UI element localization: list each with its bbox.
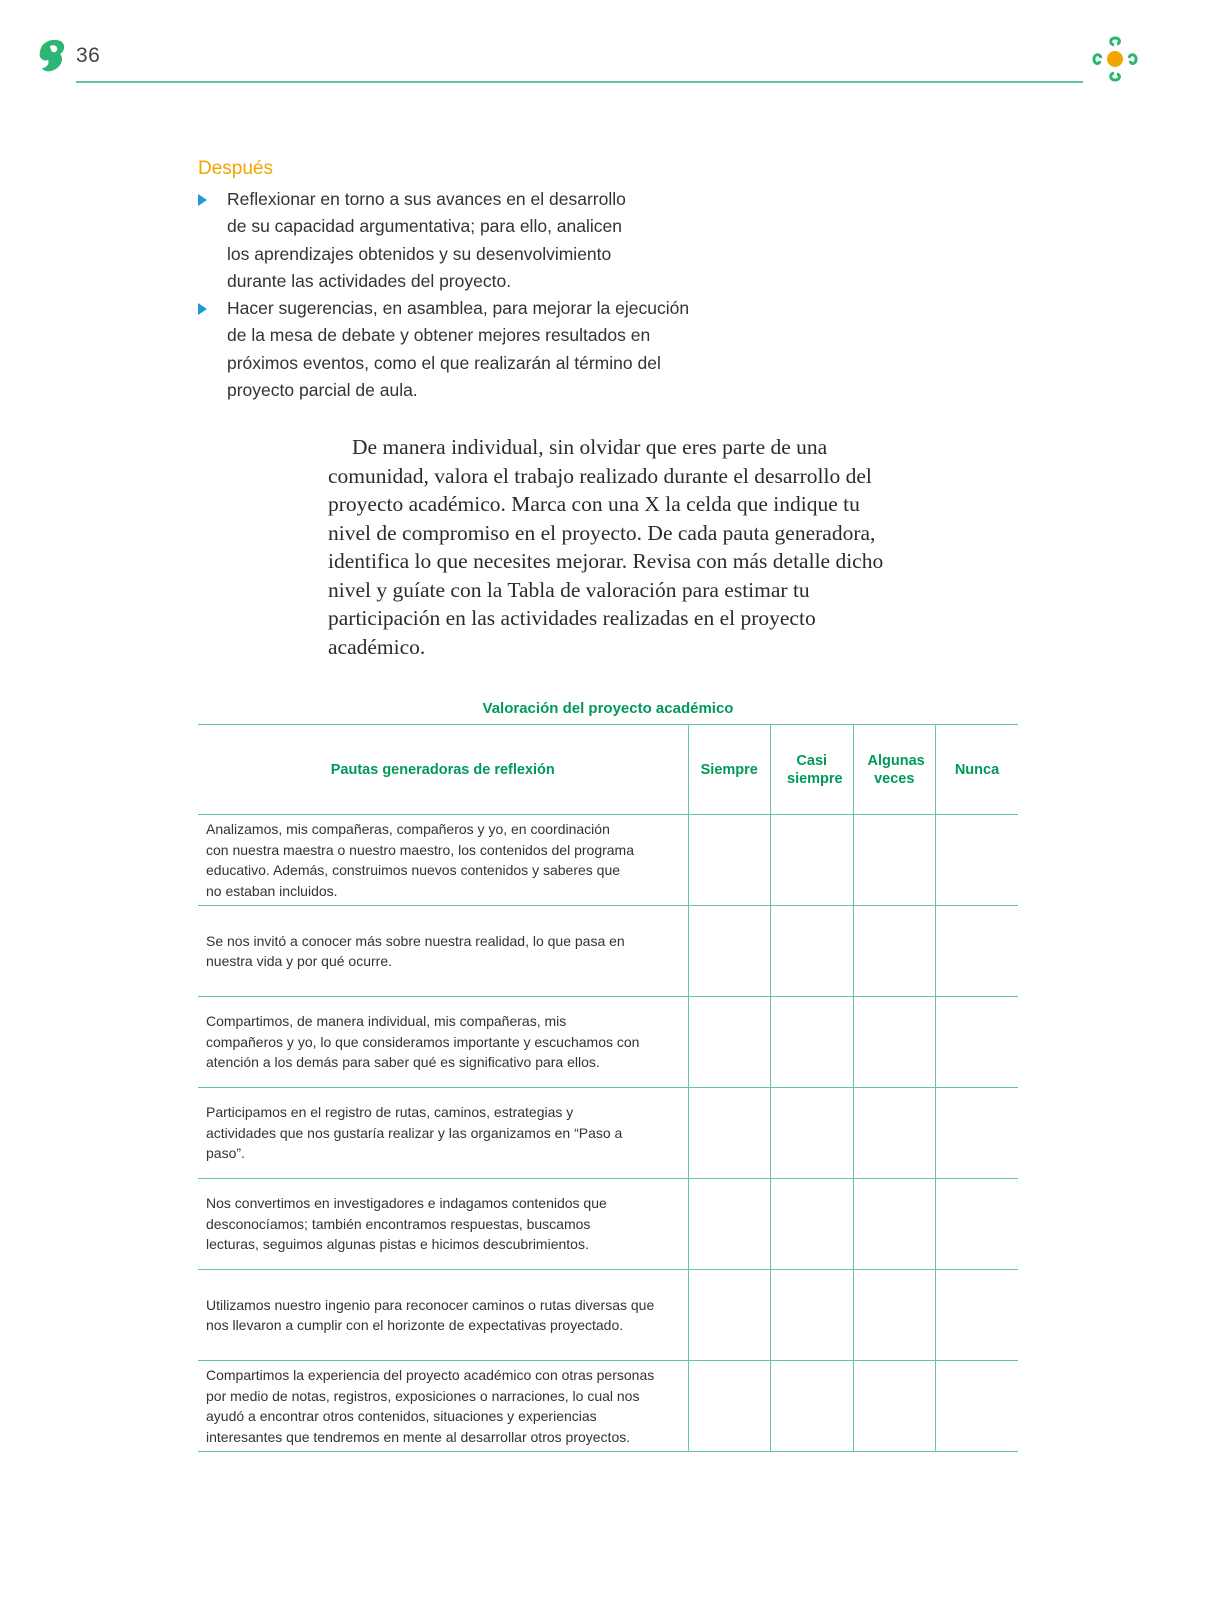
mark-cell-nunca[interactable] <box>936 1088 1019 1179</box>
page-number: 36 <box>76 44 101 67</box>
statement-cell <box>198 997 688 1088</box>
column-header-pautas: Pautas generadoras de reflexión <box>198 725 688 815</box>
mark-cell-nunca[interactable] <box>936 815 1019 906</box>
statement-text: Compartimos la experiencia del proyecto académico con otras personas por medio de notas, registros, exposiciones o narraciones, lo cual nos ayudó a encontrar otros contenidos, situaciones y experiencias interesantes que tendremos en mente al desarrollar otros proyectos. <box>206 1367 655 1445</box>
mark-cell-casi-siempre[interactable] <box>771 997 854 1088</box>
mark-cell-siempre[interactable] <box>688 1179 771 1270</box>
mark-cell-nunca[interactable] <box>936 906 1019 997</box>
instruction-paragraph: De manera individual, sin olvidar que eres parte de una comunidad, valora el trabajo realizado durante el desarrollo del proyecto académico. Marca con una X la celda que indique tu nivel de compromiso en el proyecto. De cada pauta generadora, identifica lo que necesites mejorar. Revisa con más detalle dicho nivel y guíate con la Tabla de valoración para estimar tu participación en las actividades realizadas en el proyecto académico. <box>328 435 884 659</box>
statement-text: Se nos invitó a conocer más sobre nuestra realidad, lo que pasa en nuestra vida y por qué ocurre. <box>206 932 625 969</box>
statement-cell <box>198 1088 688 1179</box>
mark-cell-algunas-veces[interactable] <box>853 906 936 997</box>
list-item-text: Reflexionar en torno a sus avances en el desarrollo de su capacidad argumentativa; para ello, analicen los aprendizajes obtenidos y su desenvolvimiento durante las actividades del proyecto. <box>227 189 626 291</box>
list-item <box>198 295 712 404</box>
table-title: Valoración del proyecto académico <box>482 700 734 717</box>
statement-cell <box>198 1361 688 1452</box>
table-row <box>198 1179 1018 1270</box>
table-row <box>198 1088 1018 1179</box>
statement-cell <box>198 1270 688 1361</box>
table-row <box>198 997 1018 1088</box>
statement-text: Compartimos, de manera individual, mis compañeras, mis compañeros y yo, lo que consideramos importante y escuchamos con atención a los demás para saber qué es significativo para ellos. <box>206 1013 640 1071</box>
mark-cell-nunca[interactable] <box>936 1361 1019 1452</box>
column-header-siempre: Siempre <box>688 725 771 815</box>
series-logo-icon <box>36 38 68 74</box>
column-header-casi-siempre: Casi siempre <box>771 725 854 815</box>
mark-cell-casi-siempre[interactable] <box>771 815 854 906</box>
mark-cell-casi-siempre[interactable] <box>771 1088 854 1179</box>
mark-cell-siempre[interactable] <box>688 1270 771 1361</box>
table-row <box>198 1361 1018 1452</box>
mark-cell-casi-siempre[interactable] <box>771 1361 854 1452</box>
flower-emblem-icon <box>1088 32 1142 86</box>
mark-cell-casi-siempre[interactable] <box>771 906 854 997</box>
mark-cell-siempre[interactable] <box>688 815 771 906</box>
mark-cell-algunas-veces[interactable] <box>853 1088 936 1179</box>
triangle-bullet-icon <box>198 194 207 206</box>
statement-cell <box>198 1179 688 1270</box>
list-item <box>198 186 647 295</box>
section-heading: Después <box>198 158 273 179</box>
mark-cell-siempre[interactable] <box>688 997 771 1088</box>
valoracion-table <box>198 724 1018 1452</box>
table-row <box>198 815 1018 906</box>
mark-cell-algunas-veces[interactable] <box>853 1179 936 1270</box>
table-row <box>198 906 1018 997</box>
mark-cell-casi-siempre[interactable] <box>771 1179 854 1270</box>
table-header-row <box>198 725 1018 815</box>
triangle-bullet-icon <box>198 303 207 315</box>
statement-cell <box>198 906 688 997</box>
mark-cell-nunca[interactable] <box>936 997 1019 1088</box>
statement-text: Nos convertimos en investigadores e indagamos contenidos que desconocíamos; también encontramos respuestas, buscamos lecturas, seguimos algunas pistas e hicimos descubrimientos. <box>206 1195 607 1253</box>
mark-cell-algunas-veces[interactable] <box>853 1270 936 1361</box>
header-rule <box>76 81 1083 83</box>
mark-cell-nunca[interactable] <box>936 1179 1019 1270</box>
mark-cell-siempre[interactable] <box>688 1088 771 1179</box>
column-header-algunas-veces: Algunas veces <box>853 725 936 815</box>
bullet-list <box>198 186 718 404</box>
statement-text: Utilizamos nuestro ingenio para reconocer caminos o rutas diversas que nos llevaron a cumplir con el horizonte de expectativas proyectado. <box>206 1296 655 1333</box>
mark-cell-algunas-veces[interactable] <box>853 1361 936 1452</box>
mark-cell-siempre[interactable] <box>688 1361 771 1452</box>
mark-cell-casi-siempre[interactable] <box>771 1270 854 1361</box>
statement-cell <box>198 815 688 906</box>
mark-cell-algunas-veces[interactable] <box>853 815 936 906</box>
mark-cell-siempre[interactable] <box>688 906 771 997</box>
mark-cell-nunca[interactable] <box>936 1270 1019 1361</box>
column-header-nunca: Nunca <box>936 725 1019 815</box>
table-row <box>198 1270 1018 1361</box>
list-item-text: Hacer sugerencias, en asamblea, para mejorar la ejecución de la mesa de debate y obtener mejores resultados en próximos eventos, como el que realizarán al término del proyecto parcial de aula. <box>227 298 690 401</box>
statement-text: Analizamos, mis compañeras, compañeros y yo, en coordinación con nuestra maestra o nuestro maestro, los contenidos del programa educativo. Además, construimos nuevos contenidos y saberes que no estaban incluidos. <box>206 821 635 899</box>
statement-text: Participamos en el registro de rutas, caminos, estrategias y actividades que nos gustaría realizar y las organizamos en “Paso a paso”. <box>206 1104 623 1162</box>
mark-cell-algunas-veces[interactable] <box>853 997 936 1088</box>
